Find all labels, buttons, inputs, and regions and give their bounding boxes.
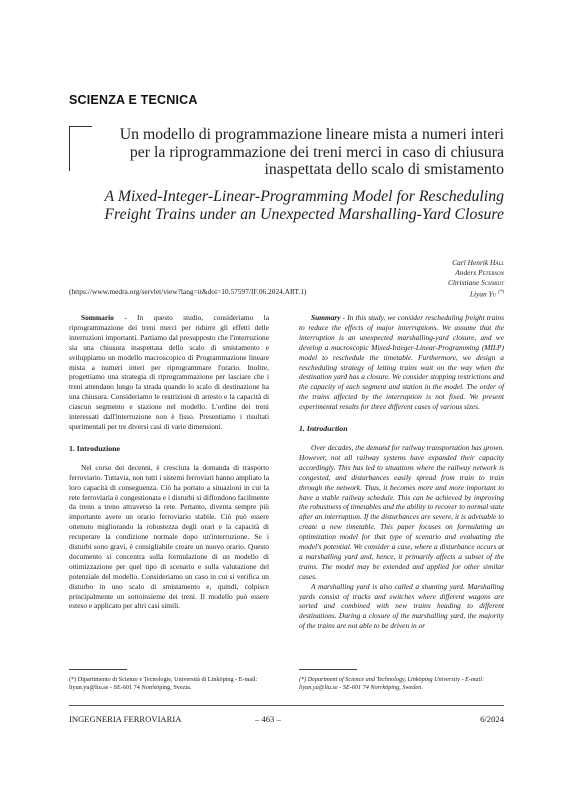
italian-column	[69, 313, 269, 611]
author-1: Carl Henrik Häll	[452, 258, 504, 267]
english-body-1: Over decades, the demand for railway transportation has grown. However, not all railway systems have expanded their capacity accordingly. This has led to situations where the railway network is congested, and disturbances easily spread from train to train through the network. Thus, it becomes more and more important to have a stable railway schedule. This can be achieved by improving the robustness of timetables and the ability to recover to normal state after an interruption. If the disturbances are severe, it is advisable to create a new timetable. This paper focuses on formulating an optimization model for that type of scenario and evaluating the model's potential. We consider a case, where a disturbance occurs at a marshalling yard and, hence, it primarily affects a subset of the trains. The model may be extended and applied for other similar cases.	[299, 442, 504, 581]
section-label: SCIENZA E TECNICA	[69, 93, 198, 107]
page-number: – 463 –	[255, 714, 281, 724]
italian-section-heading: 1. Introduzione	[69, 443, 120, 453]
english-column	[299, 313, 504, 631]
author-2: Anders Peterson	[455, 268, 504, 277]
author-3: Christiane Schmidt	[448, 278, 504, 287]
footnote-rule-right	[299, 669, 357, 670]
doi-link[interactable]: (https://www.medra.org/servlet/view?lang=it&doi=10.57597/IF.06.2024.ART.1)	[69, 287, 307, 296]
issue-number: 6/2024	[480, 714, 504, 724]
english-section-heading: 1. Introduction	[299, 424, 348, 434]
footnote-english: (*) Department of Science and Technology, Linköping University - E-mail: liyun.yu@liu.se - SE-601 74 Norrköping, Sweden.	[299, 676, 485, 691]
title-italian: Un modello di programmazione lineare mista a numeri interi per la riprogrammazione dei treni merci in caso di chiusura inaspettata dello scalo di smistamento	[119, 126, 504, 178]
footer-rule	[69, 705, 504, 706]
footnote-italian: (*) Dipartimento di Scienze e Tecnologie, Università di Linköping - E-mail: liyun.yu@liu.se - SE-601 74 Norrköping, Svezia.	[69, 676, 258, 691]
italian-body: Nel corso dei decenni, è cresciuta la domanda di trasporto ferroviario. Tuttavia, non tutti i sistemi ferroviari hanno ampliato la loro capacità di conseguenza. Ciò ha portato a situazioni in cui la rete ferroviaria è congestionata e i disturbi si diffondono facilmente da treno a treno attraverso la rete. Pertanto, diventa sempre più importante avere un orario ferroviario stabile. Ciò può essere ottenuto migliorando la robustezza degli orari e la capacità di recuperare la condizione normale dopo un'interruzione. Se i disturbi sono gravi, è consigliabile creare un nuovo orario. Questo documento si concentra sulla formulazione di un modello di ottimizzazione per quel tipo di scenario e sulla valutazione del potenziale del modello. Consideriamo un caso in cui si verifica un disturbo in uno scalo di smistamento e, quindi, colpisce principalmente un sottoinsieme dei treni. Il modello può essere esteso e applicato per altri casi simili.	[69, 462, 269, 611]
italian-summary: Sommario - In questo studio, consideriamo la riprogrammazione dei treni merci per ridurre gli effetti delle interruzioni importanti. Partiamo dal presupposto che l'interruzione sia una chiusura inaspettata dello scalo di smistamento e sviluppiamo un modello macroscopico di Programmazione lineare mista a numeri interi per riprogrammare l'orario. Inoltre, progettiamo una strategia di riprogrammazione per lasciare che i treni attendano lungo la strada quando lo scalo di destinazione ha una chiusura. Consideriamo le restrizioni di arresto e la capacità di ciascun segmento e stazione nel modello. L'ordine dei treni interessati dall'interruzione non è fisso. Presentiamo i risultati sperimentali per tre diversi casi di varie dimensioni.	[69, 313, 269, 431]
english-body-2: A marshalling yard is also called a shunting yard. Marshalling yards consist of tracks and switches where different wagons are sorted and combined with new trains heading to different destinations. During a closure of the marshalling yard, the majority of the trains are not able to be driven in or	[299, 581, 504, 631]
title-decoration	[69, 126, 92, 171]
english-summary: Summary - In this study, we consider rescheduling freight trains to reduce the effects of major interruptions. We assume that the interruption is an unexpected marshalling-yard closure, and we develop a macroscopic Mixed-Integer-Linear-Programming (MILP) model to reschedule the timetable. Furthermore, we design a rescheduling strategy of letting trains wait on the way when the destination yard has a closure. We consider stopping restrictions and the capacity of each segment and station in the model. The order of the trains affected by the interruption is not fixed. We present experimental results for three different cases of various sizes.	[299, 313, 504, 412]
author-4: Liyun Yu (*)	[469, 289, 504, 299]
title-english: A Mixed-Integer-Linear-Programming Model for Rescheduling Freight Trains under an Unexpected Marshalling-Yard Closure	[104, 188, 504, 223]
footnote-rule-left	[69, 669, 127, 670]
author-list	[304, 258, 504, 299]
journal-name: INGEGNERIA FERROVIARIA	[69, 714, 182, 724]
